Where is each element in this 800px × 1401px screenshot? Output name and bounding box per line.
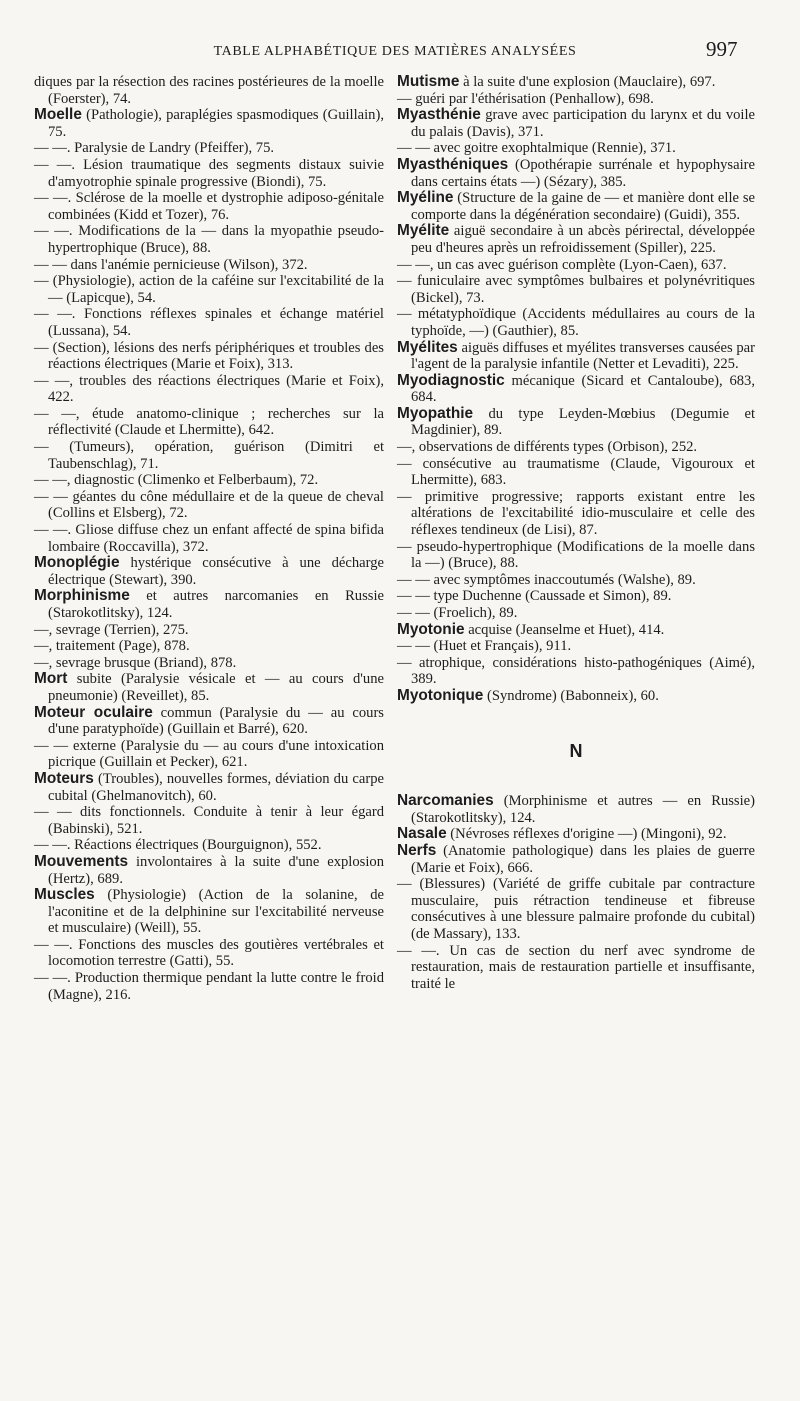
entry-text: — (Tumeurs), opération, guérison (Dimitri et Taubenschlag), 71.: [34, 439, 384, 472]
index-entry: [397, 190, 755, 223]
entry-text: mécanique (Sicard et Cantaloube), 683, 684.: [411, 372, 755, 406]
entry-text: — métatyphoïdique (Accidents médullaires au cours de la typhoïde, —) (Gauthier), 85.: [397, 306, 755, 339]
index-entry: [34, 887, 384, 937]
index-entry: [397, 406, 755, 439]
index-entry: [397, 588, 755, 605]
index-entry: [397, 622, 755, 639]
entry-text: (Anatomie pathologique) dans les plaies de guerre (Marie et Foix), 666.: [411, 842, 755, 876]
index-entry: [34, 74, 384, 107]
index-entry: [34, 854, 384, 887]
entry-headword: Myotonie: [397, 620, 465, 638]
index-entry: [397, 340, 755, 373]
entry-headword: Mouvements: [34, 852, 129, 870]
index-entry: [34, 439, 384, 472]
index-entry: [397, 107, 755, 140]
index-entry: [397, 456, 755, 489]
index-entry: [397, 572, 755, 589]
index-entry: [34, 622, 384, 639]
index-entry: [34, 771, 384, 804]
index-entry: [397, 843, 755, 876]
index-entry: [397, 373, 755, 406]
entry-text: — —, un cas avec guérison complète (Lyon-Caen), 637.: [397, 256, 727, 273]
left-column: [34, 74, 384, 1003]
index-entry: [34, 738, 384, 771]
entry-text: diques par la résection des racines postérieures de la moelle (Foerster), 74.: [34, 74, 384, 107]
index-entry: [397, 306, 755, 339]
entry-headword: Myasthénie: [397, 106, 481, 124]
index-entry: [34, 406, 384, 439]
entry-text: — pseudo-hypertrophique (Modifications de la moelle dans la —) (Bruce), 88.: [397, 538, 755, 572]
entry-headword: Myotonique: [397, 686, 484, 704]
index-entry: [34, 223, 384, 256]
entry-headword: Myéline: [397, 189, 454, 207]
entry-text: involontaires à la suite d'une explosion (Hertz), 689.: [48, 853, 384, 887]
entry-text: commun (Paralysie du — au cours d'une paratyphoïde) (Guillain et Barré), 620.: [48, 704, 384, 738]
entry-text: grave avec participation du larynx et du voile du palais (Davis), 371.: [411, 107, 755, 140]
index-entry: [34, 190, 384, 223]
entry-text: (Morphinisme et autres — en Russie) (Starokotlitsky), 124.: [411, 793, 755, 826]
entry-text: (Pathologie), paraplégies spasmodiques (Guillain), 75.: [48, 107, 384, 140]
index-entry: [34, 804, 384, 837]
entry-text: — — géantes du cône médullaire et de la queue de cheval (Collins et Elsberg), 72.: [34, 488, 384, 522]
entry-text: — primitive progressive; rapports existant entre les altérations de l'excitabilité idio-musculaire et celle des réflexes tendineux (de Lisi), 87.: [397, 488, 755, 539]
entry-text: (Névroses réflexes d'origine —) (Mingoni), 92.: [446, 826, 727, 843]
entry-text: (Troubles), nouvelles formes, déviation du carpe cubital (Ghelmanovitch), 60.: [48, 770, 384, 804]
entry-text: — —. Sclérose de la moelle et dystrophie adiposo-génitale combinées (Kidd et Tozer), 76.: [34, 190, 384, 223]
index-entry: [34, 555, 384, 588]
entry-text: —, traitement (Page), 878.: [34, 638, 190, 655]
entry-text: — —. Un cas de section du nerf avec syndrome de restauration, mais de restauration partielle et insuffisante, traité le: [397, 942, 755, 992]
entry-text: (Syndrome) (Babonneix), 60.: [483, 687, 659, 704]
index-entry: [397, 140, 755, 157]
entry-text: — —, étude anatomo-clinique ; recherches sur la réflectivité (Claude et Lhermitte), 642.: [34, 405, 384, 439]
entry-text: (Opothérapie surrénale et hypophysaire dans certains états —) (Sézary), 385.: [411, 156, 755, 190]
entry-text: et autres narcomanies en Russie (Starokotlitsky), 124.: [48, 588, 384, 621]
entry-text: acquise (Jeanselme et Huet), 414.: [464, 621, 665, 638]
entry-headword: Mort: [34, 670, 68, 688]
entry-text: — —. Réactions électriques (Bourguignon), 552.: [34, 837, 322, 854]
index-entry: [34, 522, 384, 555]
entry-text: du type Leyden-Mœbius (Degumie et Magdinier), 89.: [411, 405, 755, 439]
entry-text: — —. Gliose diffuse chez un enfant affecté de spina bifida lombaire (Roccavilla), 372.: [34, 522, 384, 555]
entry-headword: Moteur oculaire: [34, 703, 153, 721]
index-entry: [34, 705, 384, 738]
entry-headword: Myopathie: [397, 404, 474, 422]
entry-text: — —. Fonctions réflexes spinales et échange matériel (Lussana), 54.: [34, 306, 384, 339]
index-entry: [34, 157, 384, 190]
index-entry: [397, 489, 755, 539]
entry-text: —, observations de différents types (Orbison), 252.: [397, 439, 698, 456]
entry-text: — —. Paralysie de Landry (Pfeiffer), 75.: [34, 140, 275, 157]
index-entry: [34, 273, 384, 306]
index-entry: [34, 306, 384, 339]
entry-headword: Myodiagnostic: [397, 371, 505, 389]
index-entry: [34, 588, 384, 621]
entry-text: —, sevrage (Terrien), 275.: [34, 621, 189, 638]
entry-headword: Moelle: [34, 106, 82, 124]
right-column: [397, 74, 755, 992]
entry-text: — (Physiologie), action de la caféine sur l'excitabilité de la — (Lapicque), 54.: [34, 273, 384, 306]
entry-headword: Moteurs: [34, 769, 94, 787]
index-entry: [34, 837, 384, 854]
index-entry: [397, 439, 755, 456]
index-entry: [34, 340, 384, 373]
entry-text: — —, diagnostic (Climenko et Felberbaum), 72.: [34, 472, 319, 489]
page-number: 997: [706, 37, 738, 61]
index-entry: [34, 140, 384, 157]
index-entry: [34, 472, 384, 489]
index-entry: [34, 107, 384, 140]
entry-text: à la suite d'une explosion (Mauclaire), 697.: [459, 74, 716, 90]
index-entry: [397, 157, 755, 190]
index-entry: [397, 876, 755, 942]
entry-text: subite (Paralysie vésicale et — au cours d'une pneumonie) (Reveillet), 85.: [48, 671, 384, 704]
entry-text: aiguë secondaire à un abcès périrectal, développée peu d'heures après un refroidissement (Spiller), 225.: [411, 223, 755, 256]
entry-headword: Myélites: [397, 338, 458, 356]
entry-text: — (Section), lésions des nerfs périphériques et troubles des réactions électriques (Marie et Foix), 313.: [34, 339, 384, 373]
index-entry: [34, 671, 384, 704]
entry-text: — —, troubles des réactions électriques (Marie et Foix), 422.: [34, 372, 384, 406]
index-entry: [397, 273, 755, 306]
index-entry: [397, 74, 755, 91]
index-entry: [397, 688, 755, 705]
entry-text: — — type Duchenne (Caussade et Simon), 89.: [397, 588, 672, 605]
entry-text: — guéri par l'éthérisation (Penhallow), 698.: [397, 90, 654, 107]
entry-text: — — dits fonctionnels. Conduite à tenir à leur égard (Babinski), 521.: [34, 804, 384, 837]
entry-headword: Nasale: [397, 825, 447, 843]
index-entry: [34, 257, 384, 274]
index-entry: [34, 655, 384, 672]
entry-text: (Structure de la gaine de — et manière dont elle se comporte dans la dégénération secondaire) (Guidi), 355.: [411, 190, 755, 223]
running-header: TABLE ALPHABÉTIQUE DES MATIÈRES ANALYSÉES: [213, 44, 577, 59]
index-entry: [34, 373, 384, 406]
index-entry: [397, 257, 755, 274]
index-entry: [397, 539, 755, 572]
entry-headword: Mutisme: [397, 73, 460, 90]
entry-headword: Myélite: [397, 222, 450, 240]
index-entry: [34, 638, 384, 655]
entry-text: — — dans l'anémie pernicieuse (Wilson), 372.: [34, 256, 308, 273]
entry-text: —, sevrage brusque (Briand), 878.: [34, 654, 237, 671]
entry-text: — —. Lésion traumatique des segments distaux suivie d'amyotrophie spinale progressive (Biondi), 75.: [34, 156, 384, 190]
entry-headword: Morphinisme: [34, 587, 130, 605]
index-entry: [397, 826, 755, 843]
entry-text: — — avec symptômes inaccoutumés (Walshe), 89.: [397, 571, 696, 588]
entry-headword: Monoplégie: [34, 554, 120, 572]
entry-text: — — externe (Paralysie du — au cours d'une intoxication picrique (Guillain et Pecker), 621.: [34, 737, 384, 771]
entry-headword: Narcomanies: [397, 792, 494, 810]
entry-headword: Muscles: [34, 886, 95, 904]
entry-text: aiguës diffuses et myélites transverses causées par l'agent de la paralysie infantile (Netter et Levaditi), 225.: [411, 339, 755, 373]
entry-text: — (Blessures) (Variété de griffe cubitale par contracture musculaire, puis rétraction tendineuse et fibreuse consécutives à une blessure palmaire profonde du cubital) (de Massary), 133.: [397, 876, 755, 942]
index-entry: [397, 793, 755, 826]
entry-text: — — avec goitre exophtalmique (Rennie), 371.: [397, 140, 676, 157]
index-entry: [397, 91, 755, 108]
index-entry: [34, 937, 384, 970]
entry-text: — consécutive au traumatisme (Claude, Vigouroux et Lhermitte), 683.: [397, 455, 755, 489]
entry-text: — — (Froelich), 89.: [397, 605, 518, 621]
index-entry: [34, 970, 384, 1003]
entry-text: (Physiologie) (Action de la solanine, de l'aconitine et de la delphinine sur l'excitabilité nerveuse et musculaire) (Weill), 55.: [48, 887, 384, 937]
entry-text: — atrophique, considérations histo-pathogéniques (Aimé), 389.: [397, 654, 755, 688]
index-entry: [397, 223, 755, 256]
entry-headword: Myasthéniques: [397, 155, 509, 173]
index-entry: [397, 655, 755, 688]
entry-text: — —. Fonctions des muscles des goutières vertébrales et locomotion terrestre (Gatti), 55.: [34, 936, 384, 970]
index-entry: [397, 605, 755, 622]
entry-text: — — (Huet et Français), 911.: [397, 638, 572, 655]
index-entry: [397, 943, 755, 993]
entry-text: — funiculaire avec symptômes bulbaires et polynévritiques (Bickel), 73.: [397, 273, 755, 306]
index-entry: [397, 638, 755, 655]
entry-text: — —. Production thermique pendant la lutte contre le froid (Magne), 216.: [34, 970, 384, 1003]
entry-headword: Nerfs: [397, 841, 437, 859]
entry-text: hystérique consécutive à une décharge électrique (Stewart), 390.: [48, 555, 384, 588]
section-letter: N: [569, 740, 583, 761]
entry-text: — —. Modifications de la — dans la myopathie pseudo-hypertrophique (Bruce), 88.: [34, 223, 384, 256]
index-entry: [34, 489, 384, 522]
